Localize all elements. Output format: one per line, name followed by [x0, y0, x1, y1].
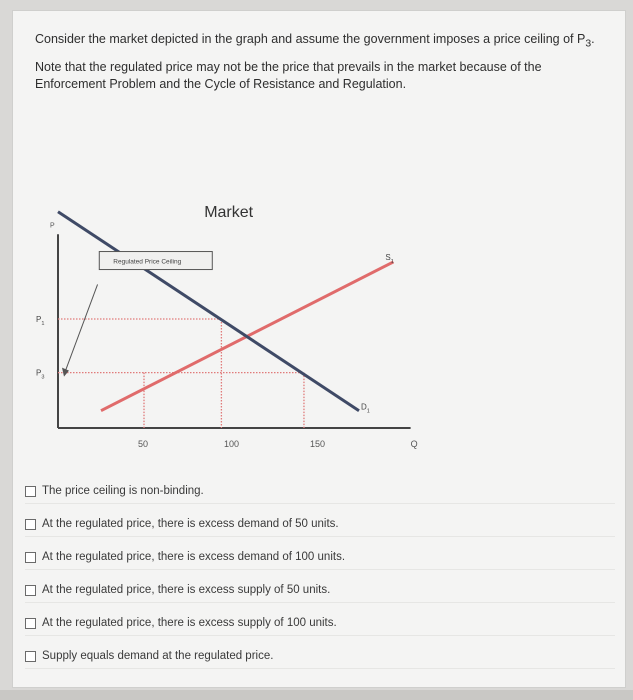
- y-axis-label: P: [50, 222, 55, 230]
- x-tick-label: 100: [224, 439, 240, 449]
- answer-option[interactable]: [25, 545, 615, 570]
- x-tick-label: 150: [310, 439, 326, 449]
- annotation-text: Regulated Price Ceiling: [113, 258, 182, 266]
- demand-curve: [58, 212, 359, 411]
- question-line-2: Note that the regulated price may not be the price that prevails in the market because of the Enforcement Problem and the Cycle of Resistance and Regulation.: [35, 59, 542, 91]
- question-text-end: .: [591, 32, 595, 46]
- answer-option[interactable]: [25, 512, 615, 537]
- answer-label: At the regulated price, there is excess supply of 50 units.: [42, 584, 331, 596]
- question-line-1: [35, 31, 595, 53]
- question-prompt: [35, 31, 595, 99]
- checkbox-icon[interactable]: [25, 585, 36, 596]
- annotation-arrow: [64, 284, 98, 374]
- demand-curve-label: $D_1$: [361, 402, 370, 415]
- checkbox-icon[interactable]: [25, 651, 36, 662]
- answer-option[interactable]: [25, 479, 615, 504]
- bottom-strip: [0, 690, 633, 700]
- checkbox-icon[interactable]: [25, 486, 36, 497]
- question-text-subscript: 3: [585, 38, 592, 50]
- p1-label: $P_1$: [36, 315, 45, 328]
- answer-label: The price ceiling is non-binding.: [42, 485, 204, 497]
- chart-title: Market: [204, 203, 254, 221]
- question-text-main: Consider the market depicted in the graph and assume the government imposes a price ceiling of P: [35, 32, 586, 46]
- question-card: [12, 10, 626, 688]
- x-axis-label: Q: [410, 439, 418, 449]
- answer-label: Supply equals demand at the regulated price.: [42, 650, 274, 662]
- p3-label: $P_3$: [36, 368, 45, 381]
- checkbox-icon[interactable]: [25, 618, 36, 629]
- x-tick-label: 50: [138, 439, 149, 449]
- checkbox-icon[interactable]: [25, 519, 36, 530]
- answer-option[interactable]: [25, 611, 615, 636]
- supply-curve-label: $S_1$: [385, 252, 394, 265]
- checkbox-icon[interactable]: [25, 552, 36, 563]
- answer-label: At the regulated price, there is excess demand of 50 units.: [42, 518, 339, 530]
- answer-label: At the regulated price, there is excess supply of 100 units.: [42, 617, 337, 629]
- answer-label: At the regulated price, there is excess demand of 100 units.: [42, 551, 346, 563]
- answer-option[interactable]: [25, 644, 615, 669]
- market-chart: [13, 106, 625, 461]
- answer-list: [25, 479, 615, 677]
- answer-option[interactable]: [25, 578, 615, 603]
